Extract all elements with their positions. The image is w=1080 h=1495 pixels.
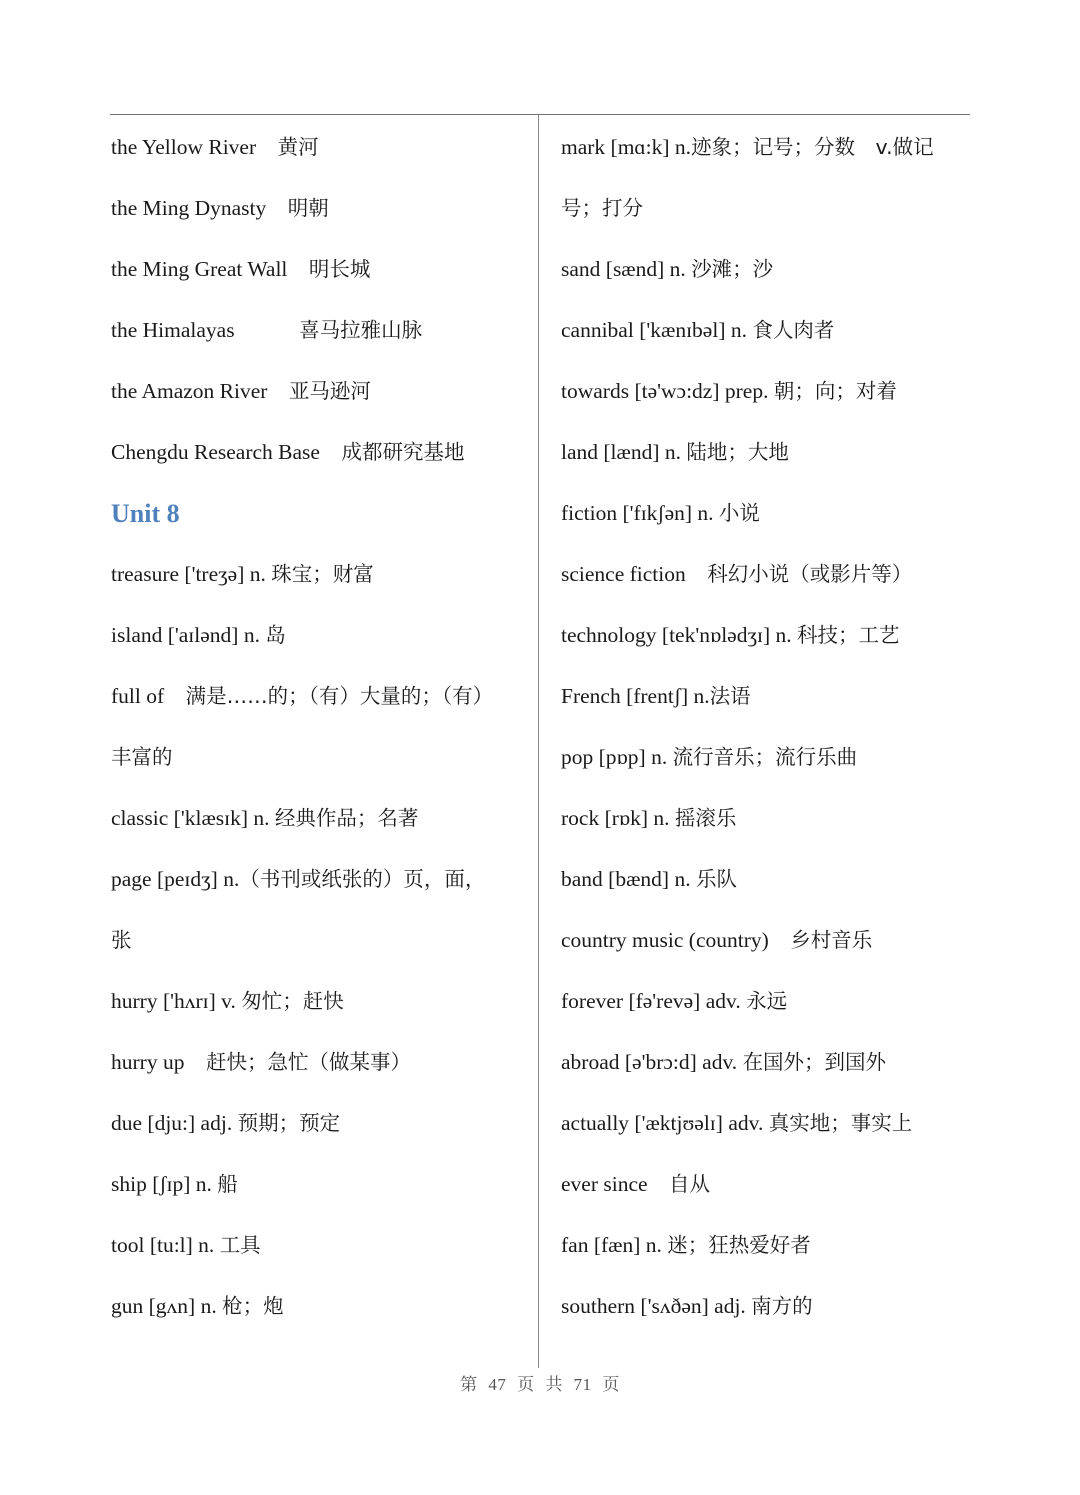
left-column — [111, 117, 531, 1337]
chinese-meaning: 流行音乐；流行乐曲 — [672, 745, 858, 769]
english-term: classic ['klæsɪk] n. — [111, 806, 275, 830]
chinese-meaning: 乡村音乐 — [790, 928, 873, 952]
vocab-entry — [561, 849, 976, 910]
chinese-meaning: 科幻小说（或影片等） — [707, 562, 913, 586]
total-pages-number: 71 — [573, 1375, 592, 1394]
english-term: band [bænd] n. — [561, 867, 696, 891]
english-term: island ['aɪlənd] n. — [111, 623, 266, 647]
english-term: actually ['æktjʊəlɪ] adv. — [561, 1111, 769, 1135]
vocab-entry — [111, 178, 531, 239]
english-term: cannibal ['kænɪbəl] n. — [561, 318, 753, 342]
english-term: land [lænd] n. — [561, 440, 687, 464]
column-divider — [538, 115, 539, 1368]
chinese-meaning: 陆地；大地 — [686, 440, 789, 464]
english-term: treasure ['treʒə] n. — [111, 562, 272, 586]
chinese-meaning: 满是……的；（有）大量的；（有） — [185, 684, 494, 708]
chinese-meaning: 迷；狂热爱好者 — [667, 1233, 811, 1257]
vocab-entry-continuation — [111, 727, 531, 788]
vocab-entry — [111, 1276, 531, 1337]
chinese-meaning: 食人肉者 — [752, 318, 835, 342]
vocab-entry — [111, 1215, 531, 1276]
vocab-entry — [561, 788, 976, 849]
chinese-meaning: 明长城 — [308, 257, 371, 281]
english-term: southern ['sʌðən] adj. — [561, 1294, 752, 1318]
vocab-entry — [561, 1215, 976, 1276]
unit-heading: Unit 8 — [111, 499, 180, 528]
footer-total-word: 共 — [545, 1375, 563, 1394]
vocab-entry — [561, 361, 976, 422]
page-number-footer — [0, 1370, 1080, 1395]
english-term: mark [mɑ:k] n. — [561, 135, 692, 159]
footer-suffix: 页 — [602, 1375, 620, 1394]
chinese-meaning: 朝；向；对着 — [773, 379, 897, 403]
chinese-meaning: 科技；工艺 — [797, 623, 900, 647]
footer-prefix: 第 — [460, 1375, 478, 1394]
english-term: forever [fə'revə] adv. — [561, 989, 747, 1013]
vocab-entry — [111, 788, 531, 849]
chinese-meaning: 赶快；急忙（做某事） — [205, 1050, 411, 1074]
english-term: the Amazon River — [111, 379, 289, 403]
vocab-entry — [561, 910, 976, 971]
chinese-meaning: 号；打分 — [561, 196, 643, 220]
vocab-entry — [111, 544, 531, 605]
english-term: gun [gʌn] n. — [111, 1294, 223, 1318]
chinese-meaning: 工具 — [219, 1233, 261, 1257]
english-term: hurry ['hʌrɪ] v. — [111, 989, 242, 1013]
chinese-meaning: 预期；预定 — [237, 1111, 341, 1135]
vocab-entry — [561, 300, 976, 361]
chinese-meaning: 法语 — [709, 684, 751, 708]
vocab-entry — [111, 1154, 531, 1215]
right-column — [561, 117, 976, 1337]
english-term: tool [tu:l] n. — [111, 1233, 220, 1257]
english-term: page [peɪdʒ] n. — [111, 867, 240, 891]
chinese-meaning: 在国外；到国外 — [742, 1050, 887, 1074]
footer-page-word: 页 — [517, 1375, 535, 1394]
vocab-entry — [111, 971, 531, 1032]
chinese-meaning: 迹象；记号；分数 v.做记 — [691, 135, 934, 159]
vocab-entry — [111, 422, 531, 483]
vocab-entry — [111, 361, 531, 422]
vocab-entry — [561, 422, 976, 483]
chinese-meaning: 亚马逊河 — [288, 379, 371, 403]
english-term: ship [ʃɪp] n. — [111, 1172, 218, 1196]
vocab-entry — [561, 971, 976, 1032]
chinese-meaning: 永远 — [746, 989, 788, 1013]
english-term: fiction ['fɪkʃən] n. — [561, 501, 719, 525]
vocab-entry — [111, 605, 531, 666]
chinese-meaning: 丰富的 — [111, 745, 173, 769]
vocab-entry — [111, 239, 531, 300]
vocab-entry — [111, 117, 531, 178]
chinese-meaning: 喜马拉雅山脉 — [299, 318, 423, 342]
chinese-meaning: 真实地；事实上 — [768, 1111, 913, 1135]
chinese-meaning: 南方的 — [751, 1294, 813, 1318]
english-term: rock [rɒk] n. — [561, 806, 675, 830]
vocab-entry — [561, 483, 976, 544]
vocab-entry — [561, 605, 976, 666]
chinese-meaning: 成都研究基地 — [341, 440, 465, 464]
chinese-meaning: 经典作品；名著 — [274, 806, 419, 830]
vocab-entry — [561, 666, 976, 727]
chinese-meaning: 沙滩；沙 — [691, 257, 774, 281]
english-term: fan [fæn] n. — [561, 1233, 668, 1257]
vocab-entry — [561, 727, 976, 788]
vocab-entry — [561, 544, 976, 605]
english-term: due [dju:] adj. — [111, 1111, 238, 1135]
vocab-entry — [561, 1154, 976, 1215]
vocab-entry — [111, 666, 531, 727]
english-term: country music (country) — [561, 928, 791, 952]
chinese-meaning: 珠宝；财富 — [271, 562, 374, 586]
english-term: sand [sænd] n. — [561, 257, 692, 281]
chinese-meaning: 摇滚乐 — [674, 806, 737, 830]
vocab-entry — [561, 1032, 976, 1093]
english-term: science fiction — [561, 562, 708, 586]
current-page-number: 47 — [488, 1375, 507, 1394]
vocab-entry — [111, 1093, 531, 1154]
english-term: Chengdu Research Base — [111, 440, 342, 464]
chinese-meaning: 岛 — [265, 623, 286, 647]
vocab-entry — [111, 1032, 531, 1093]
chinese-meaning: 枪；炮 — [222, 1294, 284, 1318]
english-term: hurry up — [111, 1050, 206, 1074]
english-term: the Ming Dynasty — [111, 196, 288, 220]
chinese-meaning: 黄河 — [277, 135, 319, 159]
vocab-entry — [561, 117, 976, 178]
chinese-meaning: 小说 — [718, 501, 760, 525]
chinese-meaning: 匆忙；赶快 — [241, 989, 344, 1013]
english-term: ever since — [561, 1172, 670, 1196]
chinese-meaning: （书刊或纸张的）页，面， — [239, 867, 486, 891]
vocab-entry — [561, 1093, 976, 1154]
chinese-meaning: 乐队 — [695, 867, 737, 891]
chinese-meaning: 明朝 — [287, 196, 329, 220]
vocab-entry-continuation — [561, 178, 976, 239]
vocab-entry — [561, 1276, 976, 1337]
english-term: abroad [ə'brɔ:d] adv. — [561, 1050, 743, 1074]
english-term: the Yellow River — [111, 135, 278, 159]
vocab-entry — [111, 849, 531, 910]
chinese-meaning: 船 — [217, 1172, 238, 1196]
vocab-entry — [111, 300, 531, 361]
english-term: full of — [111, 684, 186, 708]
english-term: pop [pɒp] n. — [561, 745, 673, 769]
english-term: the Ming Great Wall — [111, 257, 309, 281]
vocab-entry-continuation — [111, 910, 531, 971]
chinese-meaning: 自从 — [669, 1172, 711, 1196]
header-rule — [110, 114, 970, 115]
english-term: French [frentʃ] n. — [561, 684, 710, 708]
vocab-entry — [561, 239, 976, 300]
english-term: towards [tə'wɔ:dz] prep. — [561, 379, 774, 403]
english-term: the Himalayas — [111, 318, 300, 342]
english-term: technology [tek'nɒlədʒɪ] n. — [561, 623, 798, 647]
chinese-meaning: 张 — [111, 928, 132, 952]
